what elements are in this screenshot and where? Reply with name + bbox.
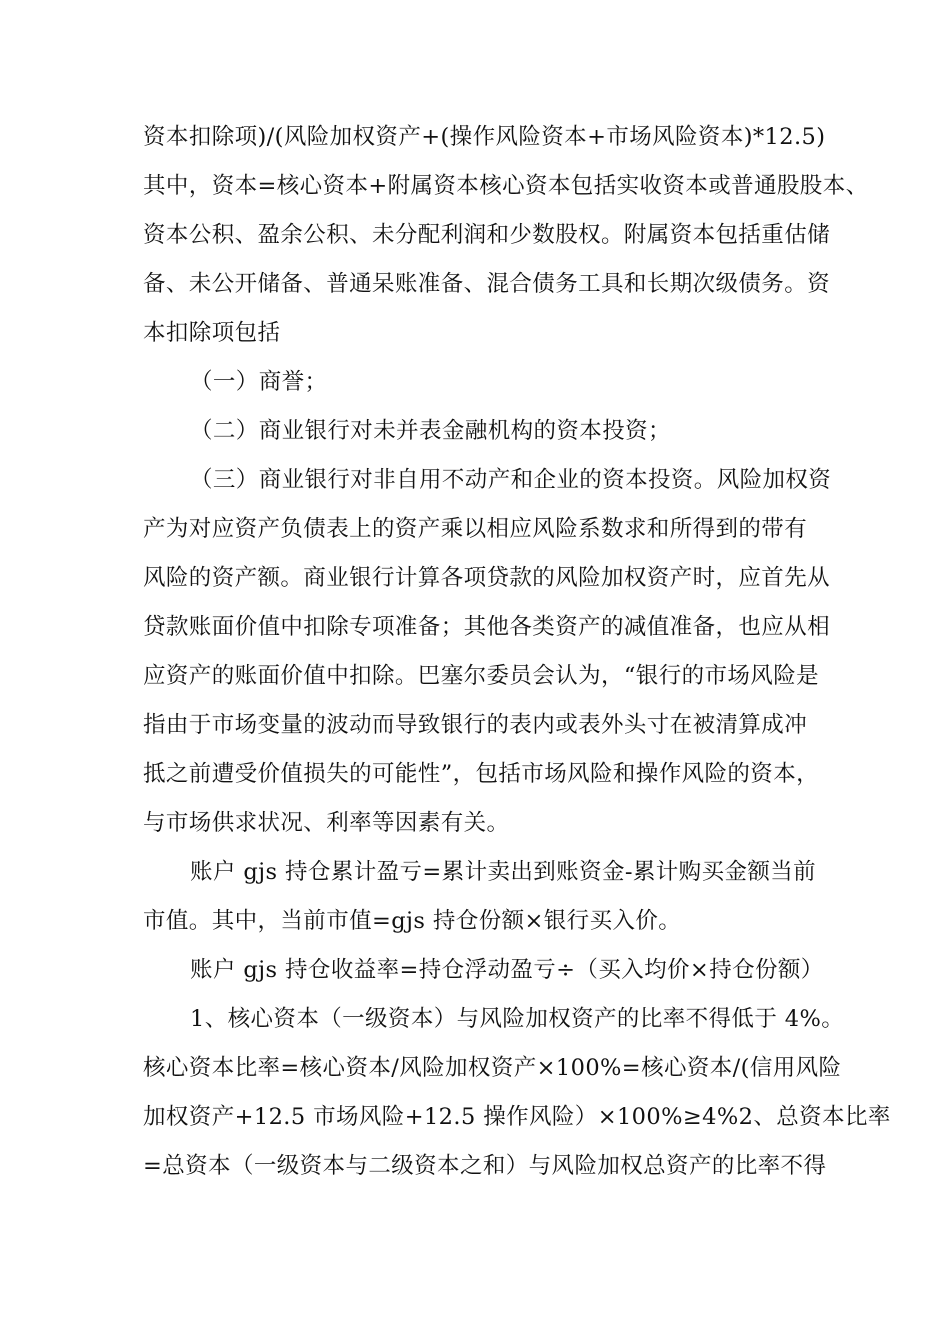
paragraph-start: 1、核心资本（一级资本）与风险加权资产的比率不得低于 4%。: [190, 1006, 845, 1032]
text-line: 与市场供求状况、利率等因素有关。: [143, 810, 510, 836]
text-line: 产为对应资产负债表上的资产乘以相应风险系数求和所得到的带有: [143, 516, 808, 542]
text-line: 本扣除项包括: [143, 320, 281, 346]
text-line: 资本公积、盈余公积、未分配利润和少数股权。附属资本包括重估储: [143, 222, 831, 248]
text-line: 应资产的账面价值中扣除。巴塞尔委员会认为，“银行的市场风险是: [143, 663, 820, 689]
text-line: 风险的资产额。商业银行计算各项贷款的风险加权资产时，应首先从: [143, 565, 831, 591]
paragraph-start: 账户 gjs 持仓累计盈亏=累计卖出到账资金-累计购买金额当前: [190, 859, 817, 885]
list-item: （二）商业银行对未并表金融机构的资本投资；: [190, 418, 671, 444]
list-item: （三）商业银行对非自用不动产和企业的资本投资。风险加权资: [190, 467, 832, 493]
text-line: 资本扣除项)/(风险加权资产+(操作风险资本+市场风险资本)*12.5): [143, 124, 826, 150]
text-line: 抵之前遭受价值损失的可能性”，包括市场风险和操作风险的资本，: [143, 761, 820, 787]
text-line: 加权资产+12.5 市场风险+12.5 操作风险）×100%≥4%2、总资本比率: [143, 1104, 891, 1130]
text-line: 贷款账面价值中扣除专项准备；其他各类资产的减值准备，也应从相: [143, 614, 831, 640]
paragraph-start: 账户 gjs 持仓收益率=持仓浮动盈亏÷（买入均价×持仓份额）: [190, 957, 824, 983]
text-line: 市值。其中，当前市值=gjs 持仓份额×银行买入价。: [143, 908, 682, 934]
text-line: =总资本（一级资本与二级资本之和）与风险加权总资产的比率不得: [143, 1153, 827, 1179]
text-line: 核心资本比率=核心资本/风险加权资产×100%=核心资本/(信用风险: [143, 1055, 842, 1081]
text-line: 其中，资本=核心资本+附属资本核心资本包括实收资本或普通股股本、: [143, 173, 869, 199]
text-line: 备、未公开储备、普通呆账准备、混合债务工具和长期次级债务。资: [143, 271, 831, 297]
text-line: 指由于市场变量的波动而导致银行的表内或表外头寸在被清算成冲: [143, 712, 808, 738]
list-item: （一）商誉；: [190, 369, 328, 395]
